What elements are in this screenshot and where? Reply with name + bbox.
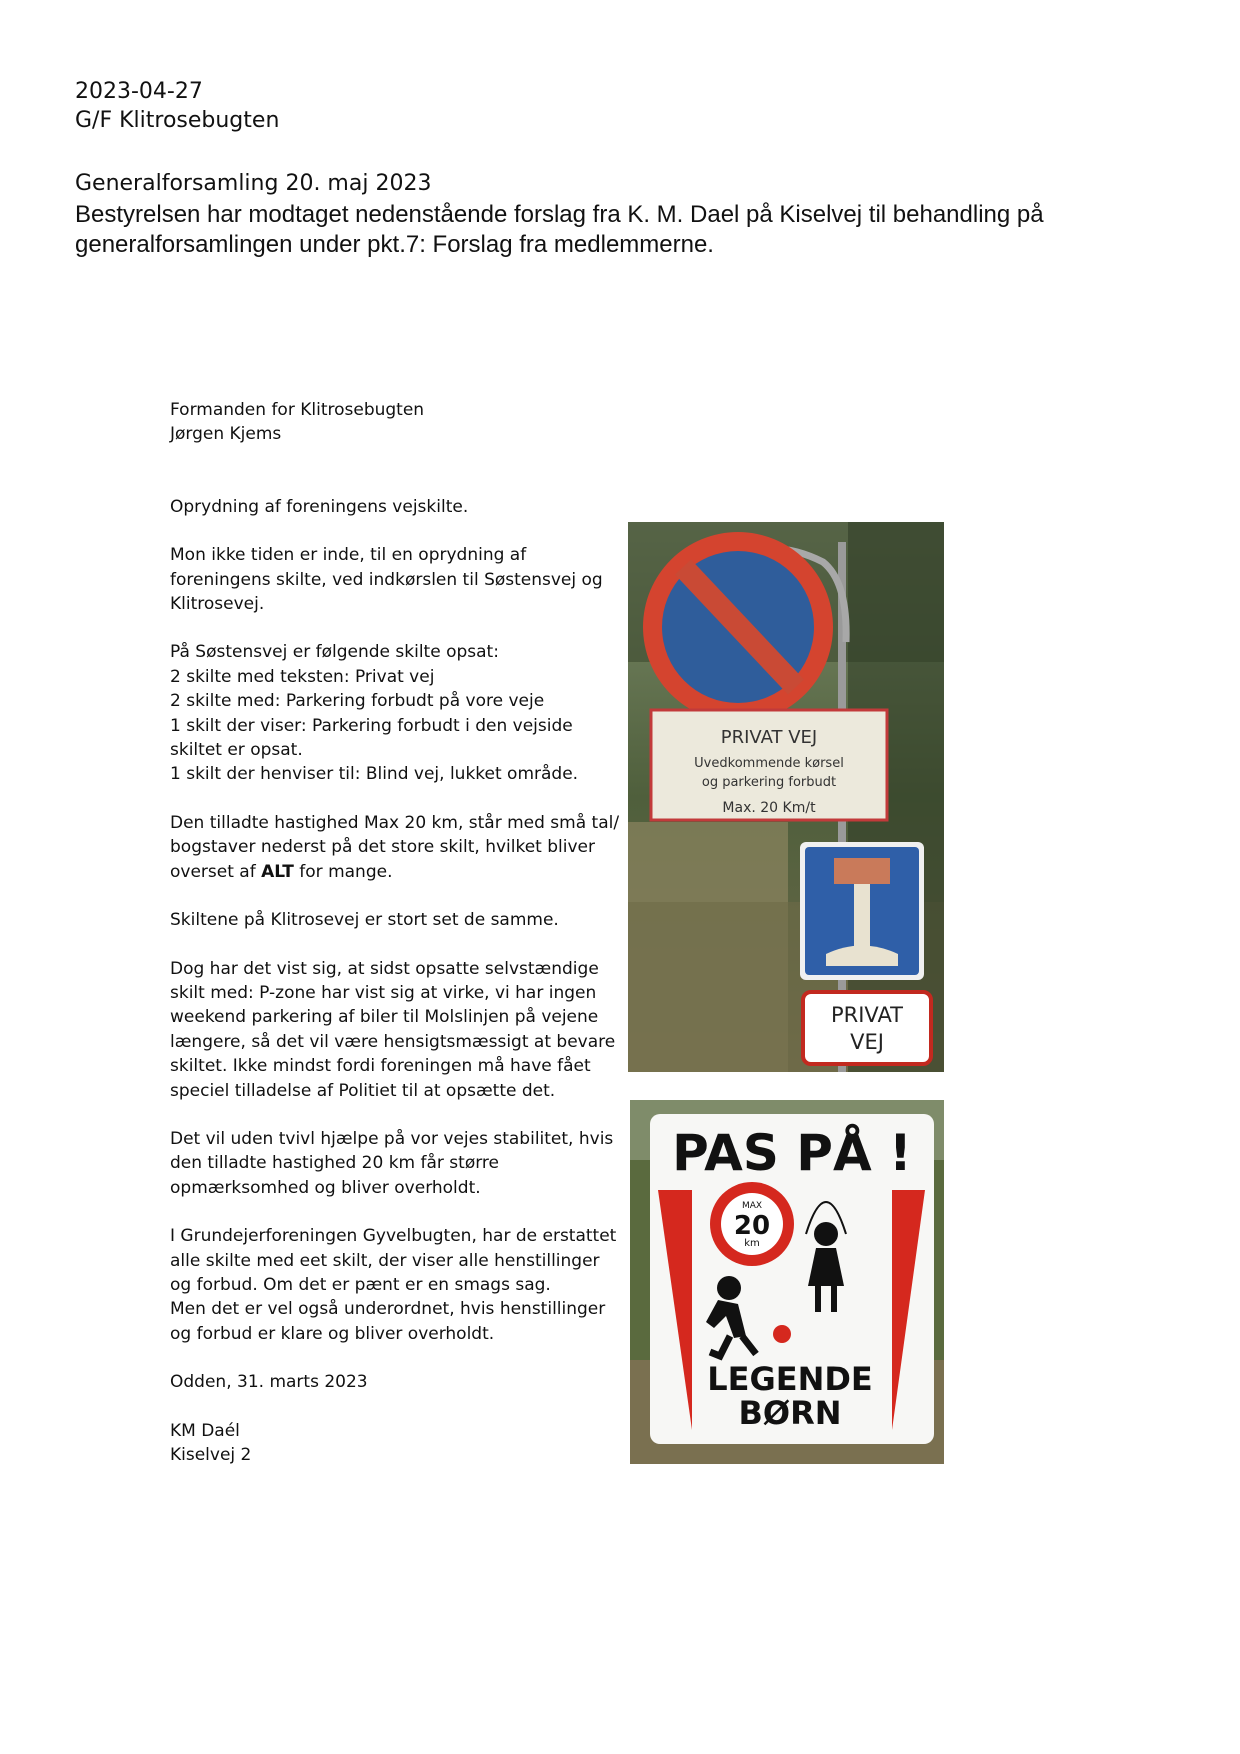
sender-address: Kiselvej 2 bbox=[170, 1445, 252, 1465]
recipient-name: Jørgen Kjems bbox=[170, 424, 282, 445]
sign-list-item: 2 skilte med teksten: Privat vej bbox=[170, 666, 435, 687]
letter-paragraph-4: Skiltene på Klitrosevej er stort set de samme. bbox=[170, 910, 559, 931]
document-date: 2023-04-27 bbox=[75, 79, 203, 104]
road-signs-photo bbox=[628, 522, 944, 1072]
letter-paragraph-1: Mon ikke tiden er inde, til en oprydning af foreningens skilte, ved indkørslen til Søstensvej og Klitrosevej. bbox=[170, 545, 603, 615]
speed-text: Den tilladte hastighed Max 20 km, står med små tal/ bogstaver nederst på det store skilt, hvilket bliver overset af bbox=[170, 812, 620, 882]
letter-paragraph-speed bbox=[170, 811, 620, 884]
sign-no-parking-text: og parkering forbudt bbox=[701, 775, 837, 790]
recipient-title: Formanden for Klitrosebugten bbox=[170, 400, 425, 420]
sign-children-line2: BØRN bbox=[738, 1394, 842, 1432]
sign-list-item: 1 skilt der viser: Parkering forbudt i den vejside skiltet er opsat. bbox=[170, 715, 573, 761]
road-signs-illustration bbox=[628, 522, 944, 1072]
letter-paragraph-6: Det vil uden tvivl hjælpe på vor vejes stabilitet, hvis den tilladte hastighed 20 km får større opmærksomhed og bliver overholdt. bbox=[170, 1128, 614, 1198]
sign-speed-unit: km bbox=[744, 1238, 760, 1249]
letter-paragraph-7a: I Grundejerforeningen Gyvelbugten, har de erstattet alle skilte med eet skilt, der viser alle henstillinger og forbud. Om det er pænt er en smags sag. bbox=[170, 1226, 617, 1295]
sign-private-road-text: PRIVAT VEJ bbox=[720, 727, 818, 748]
sign-small-private-line2: VEJ bbox=[850, 1030, 884, 1054]
letter-paragraph-7b: Men det er vel også underordnet, hvis henstillinger og forbud er klare og bliver overholdt. bbox=[170, 1299, 606, 1344]
emphasis-text: ALT bbox=[261, 861, 294, 882]
sign-speed-limit: 20 bbox=[733, 1211, 771, 1241]
sign-list-intro: På Søstensvej er følgende skilte opsat: bbox=[170, 642, 499, 663]
sign-small-private-line1: PRIVAT bbox=[830, 1003, 904, 1027]
association-name: G/F Klitrosebugten bbox=[75, 108, 280, 133]
children-playing-sign-illustration bbox=[630, 1100, 944, 1464]
sign-speed-text: Max. 20 Km/t bbox=[722, 800, 816, 816]
sign-list-item: 1 skilt der henviser til: Blind vej, lukket område. bbox=[170, 764, 579, 785]
letter-subject: Oprydning af foreningens vejskilte. bbox=[170, 496, 469, 517]
meeting-title: Generalforsamling 20. maj 2023 bbox=[75, 171, 432, 196]
sender-name: KM Daél bbox=[170, 1420, 240, 1441]
intro-paragraph: Bestyrelsen har modtaget nedenstående forslag fra K. M. Dael på Kiselvej til behandling på generalforsamlingen under pkt.7: Forslag fra medlemmerne. bbox=[75, 201, 1044, 258]
letter-body bbox=[170, 398, 620, 1467]
sign-warning-title: PAS PÅ ! bbox=[672, 1124, 912, 1182]
sign-no-entry-text: Uvedkommende kørsel bbox=[694, 756, 844, 771]
place-date: Odden, 31. marts 2023 bbox=[170, 1372, 368, 1393]
letter-paragraph-5: Dog har det vist sig, at sidst opsatte selvstændige skilt med: P-zone har vist sig at virke, vi har ingen weekend parkering af biler til Molslinjen på vejene længere, så det vil være hensigtsmæssigt at bevare skiltet. Ikke mindst fordi foreningen må have fået speciel tilladelse af Politiet til at opsætte det. bbox=[170, 958, 616, 1101]
sign-list-item: 2 skilte med: Parkering forbudt på vore veje bbox=[170, 691, 545, 712]
sign-children-line1: LEGENDE bbox=[707, 1360, 873, 1398]
children-playing-sign-photo bbox=[630, 1100, 944, 1464]
sign-max-label: MAX bbox=[741, 1201, 763, 1211]
speed-text-end: for mange. bbox=[293, 861, 393, 882]
